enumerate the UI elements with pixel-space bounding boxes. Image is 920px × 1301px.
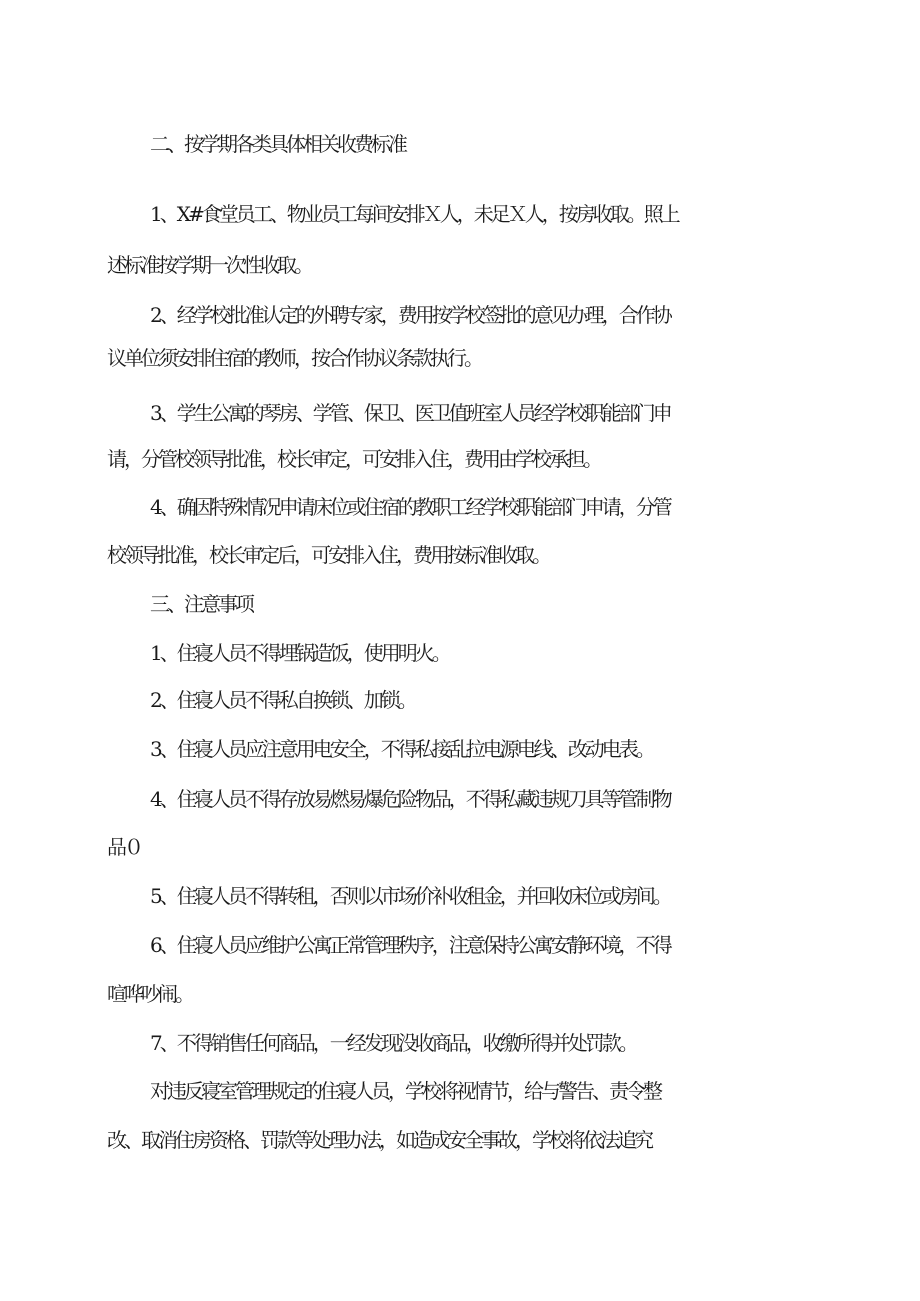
- section-heading-notes: 三、注意事项: [150, 592, 252, 616]
- paragraph-line: 5、住寝人员不得转租，否则以市场价补收租金，并回收床位或房间。: [150, 884, 670, 908]
- paragraph-line: 品０: [107, 835, 141, 859]
- paragraph-line: 3、住寝人员应注意用电安全，不得私接乱拉电源电线、改动电表。: [150, 737, 653, 761]
- paragraph-line: 改、取消住房资格、罚款等处理办法，如造成安全事故，学校将依法追究: [107, 1128, 651, 1152]
- paragraph-line: 对违反寝室管理规定的住寝人员，学校将视情节，给与警告、责令整: [150, 1079, 660, 1103]
- paragraph-line: 7、不得销售任何商品，一经发现没收商品，收缴所得并处罚款。: [150, 1031, 636, 1055]
- paragraph-line: 4、确因特殊情况申请床位或住宿的教职工经学校职能部门申请，分管: [150, 495, 670, 519]
- paragraph-line: 1、住寝人员不得埋锅造饭，使用明火。: [150, 641, 449, 665]
- paragraph-line: 校领导批准，校长审定后，可安排入住，费用按标准收取。: [107, 543, 549, 567]
- paragraph-line: 2、住寝人员不得私自换锁、加锁。: [150, 688, 415, 712]
- paragraph-line: 喧哗吵闹。: [107, 982, 192, 1006]
- paragraph-line: 4、住寝人员不得存放易燃易爆危险物品，不得私藏违规刀具等管制物: [150, 787, 670, 811]
- section-heading-fees: 二、按学期各类具体相关收费标准: [150, 132, 405, 156]
- paragraph-line: 2、经学校批准认定的外聘专家，费用按学校签批的意见办理，合作协: [150, 303, 670, 327]
- paragraph-line: 请，分管校领导批准，校长审定，可安排入住，费用由学校承担。: [107, 447, 600, 471]
- paragraph-line: 6、住寝人员应维护公寓正常管理秩序，注意保持公寓安静环境，不得: [150, 933, 670, 957]
- paragraph-line: 3、学生公寓的琴房、学管、保卫、医卫值班室人员经学校职能部门申: [150, 401, 670, 425]
- paragraph-line: 议单位须安排住宿的教师，按合作协议条款执行。: [107, 346, 481, 370]
- paragraph-line: 1、X#食堂员工、物业员工每间安排Ｘ人，未足Ｘ人，按房收取。照上: [150, 202, 678, 226]
- paragraph-line: 述标准按学期一次性收取。: [107, 253, 311, 277]
